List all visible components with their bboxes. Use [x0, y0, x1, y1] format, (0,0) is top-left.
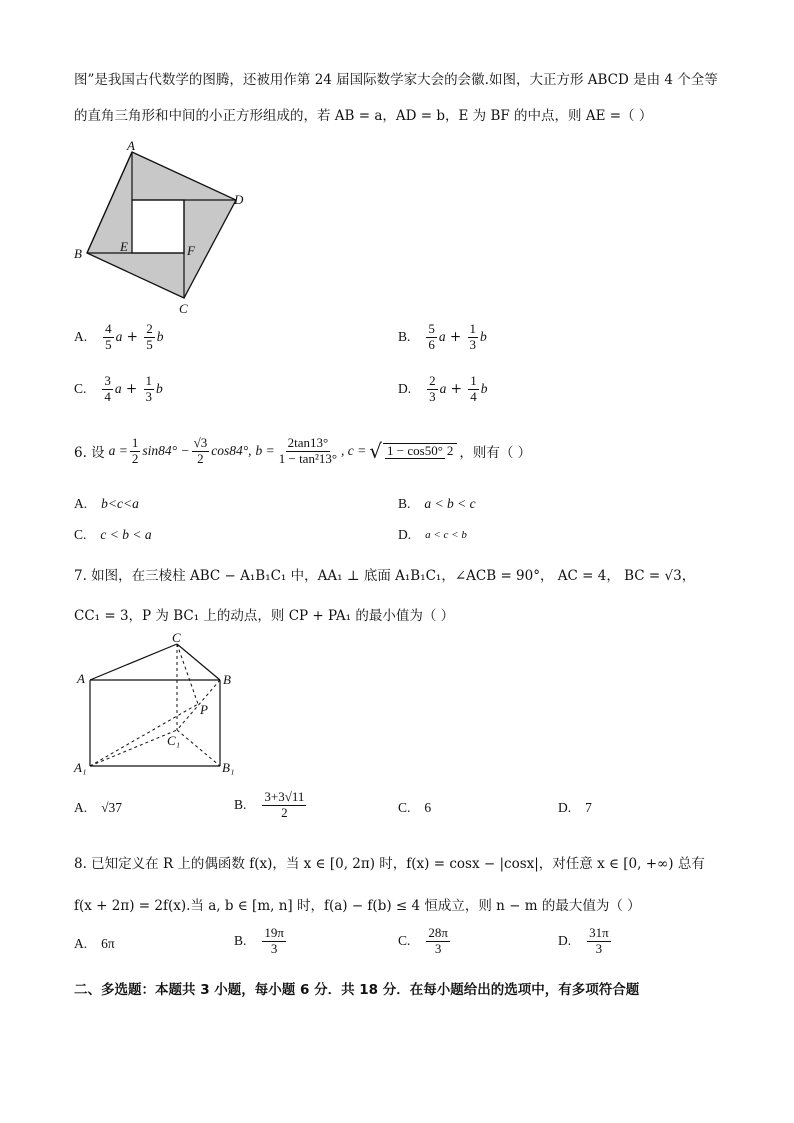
q5-option-c[interactable]: C. $\frac{3}{4}$ a + $\frac{1}{3}$ b: [74, 373, 163, 404]
q6-stem: 6. 设 a = $\frac{1}{2}$ sin84° − $\frac{√3}{2}$ cos84°, b = $\frac{2\tan 13^\circ}{\text{1 − tan²13°}}$ , c = √ 1 − cos50° 2 ，则有（ ）: [74, 435, 532, 466]
q7-label-C1: C₁: [167, 733, 181, 748]
q6-option-a[interactable]: A. b<c<a: [74, 496, 139, 511]
q5-label-D: D: [234, 192, 244, 207]
q7-option-d[interactable]: D. 7: [558, 800, 592, 815]
q8-option-b[interactable]: B. $\frac{19\pi}{3}$: [234, 925, 284, 956]
q8-stem-line2: f(x + 2π) = 2f(x).当 a, b ∈ [m, n] 时，f(a) − f(b) ≤ 4 恒成立，则 n − m 的最大值为（ ）: [74, 898, 641, 914]
q7-option-a[interactable]: A. √37: [74, 800, 123, 815]
q5-stem-line1: 图”是我国古代数学的图腾，还被用作第 24 届国际数学家大会的会徽.如图，大正方形 ABCD 是由 4 个全等: [74, 72, 718, 88]
q6-option-d[interactable]: D. a < c < b: [398, 527, 467, 542]
q7-option-b[interactable]: B. $\frac{3+3√11}{2}$: [234, 789, 305, 820]
q7-label-C: C: [172, 630, 181, 645]
q7-label-A1: A₁: [74, 760, 87, 775]
q5-option-a[interactable]: A. $\frac{4}{5}$ a + $\frac{2}{5}$ b: [74, 321, 164, 352]
q8-option-c[interactable]: C. $\frac{28\pi}{3}$: [398, 925, 448, 956]
q5-option-b[interactable]: B. $\frac{5}{6}$ a + $\frac{1}{3}$ b: [398, 321, 487, 352]
q7-label-P: P: [200, 702, 208, 717]
q7-label-A: A: [77, 671, 85, 686]
q7-option-c[interactable]: C. 6: [398, 800, 432, 815]
q5-label-F: F: [187, 243, 195, 258]
q5-label-E: E: [120, 239, 128, 254]
q8-option-a[interactable]: A. 6π: [74, 936, 115, 951]
q5-label-B: B: [74, 246, 82, 261]
q8-option-d[interactable]: D. $\frac{31\pi}{3}$: [558, 925, 609, 956]
q5-figure: [68, 138, 268, 318]
q5-label-C: C: [179, 301, 188, 316]
q5-stem-line2: 的直角三角形和中间的小正方形组成的，若 AB = a，AD = b，E 为 BF 的中点，则 AE =（ ）: [74, 108, 653, 124]
q7-label-B: B: [223, 672, 231, 687]
q5-option-d[interactable]: D. $\frac{2}{3}$ a + $\frac{1}{4}$ b: [398, 373, 488, 404]
q8-stem-line1: 8. 已知定义在 R 上的偶函数 f(x)，当 x ∈ [0, 2π) 时，f(x) = cosx − |cosx|，对任意 x ∈ [0, +∞) 总有: [74, 856, 705, 872]
section-heading-multiple-choice: 二、多选题：本题共 3 小题，每小题 6 分．共 18 分．在每小题给出的选项中，有多项符合题: [74, 982, 640, 998]
q7-label-B1: B₁: [222, 760, 235, 775]
q6-option-b[interactable]: B. a < b < c: [398, 496, 476, 511]
q6-option-c[interactable]: C. c < b < a: [74, 527, 152, 542]
q7-figure: [72, 630, 252, 778]
q5-label-A: A: [127, 138, 135, 153]
q7-stem-line2: CC₁ = 3，P 为 BC₁ 上的动点，则 CP + PA₁ 的最小值为（ ）: [74, 608, 455, 624]
q7-stem-line1: 7. 如图，在三棱柱 ABC − A₁B₁C₁ 中，AA₁ ⊥ 底面 A₁B₁C₁，∠ACB = 90°， AC = 4， BC = √3，: [74, 568, 696, 584]
